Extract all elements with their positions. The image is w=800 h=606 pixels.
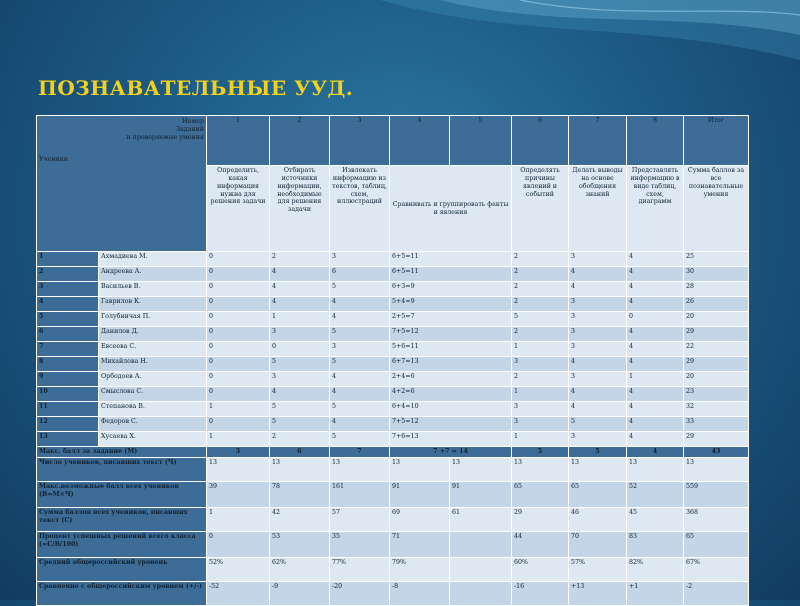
score-cell: 6+5=11	[390, 252, 512, 267]
score-cell: 3	[270, 372, 330, 387]
max-score-cell: 7 +7 = 14	[390, 447, 512, 458]
score-cell: 0	[207, 387, 270, 402]
score-cell: 4	[330, 417, 390, 432]
score-cell: 20	[684, 372, 749, 387]
task-number: Итог	[684, 116, 749, 166]
score-cell: 4	[569, 267, 627, 282]
max-score-cell: 3	[207, 447, 270, 458]
task-number: 8	[627, 116, 684, 166]
task-number: 4	[390, 116, 450, 166]
summary-cell	[450, 581, 512, 605]
task-number: 6	[512, 116, 569, 166]
student-name: Голубничая П.	[99, 312, 207, 327]
score-cell: 5	[512, 312, 569, 327]
max-score-cell: 5	[569, 447, 627, 458]
score-cell: 6+7=13	[390, 357, 512, 372]
summary-cell: 70	[569, 531, 627, 557]
summary-cell: 79%	[390, 557, 450, 581]
score-cell: 0	[207, 417, 270, 432]
score-cell: 2	[512, 297, 569, 312]
student-row	[37, 387, 749, 402]
score-cell: 0	[207, 297, 270, 312]
student-row	[37, 342, 749, 357]
score-cell: 23	[684, 387, 749, 402]
student-number: 2	[37, 267, 99, 282]
student-name: Васильев В.	[99, 282, 207, 297]
summary-cell: 161	[330, 481, 390, 507]
student-name: Степанова В.	[99, 402, 207, 417]
score-cell: 2	[512, 372, 569, 387]
summary-cell: +13	[569, 581, 627, 605]
summary-cell: 91	[450, 481, 512, 507]
skill-description: Отбирать источники информации, необходимые для решения задачи	[270, 166, 330, 252]
student-number: 6	[37, 327, 99, 342]
score-cell: 4	[627, 357, 684, 372]
score-cell: 4	[627, 282, 684, 297]
max-score-cell: 7	[330, 447, 390, 458]
score-cell: 4	[627, 252, 684, 267]
summary-cell: 65	[684, 531, 749, 557]
score-cell: 4	[627, 327, 684, 342]
score-cell: 0	[207, 267, 270, 282]
max-score-cell: 4	[627, 447, 684, 458]
score-cell: 3	[569, 432, 627, 447]
score-cell: 3	[512, 357, 569, 372]
score-cell: 0	[207, 327, 270, 342]
student-number: 1	[37, 252, 99, 267]
summary-cell: 57%	[569, 557, 627, 581]
student-row	[37, 252, 749, 267]
corner-label-2: Заданий	[176, 125, 204, 133]
summary-cell: 29	[512, 507, 569, 531]
skill-description: Определять причины явлений и событий	[512, 166, 569, 252]
skill-description: Извлекать информацию из текстов, таблиц, схем, иллюстраций	[330, 166, 390, 252]
score-cell: 2	[512, 252, 569, 267]
student-name: Андреева А.	[99, 267, 207, 282]
score-cell: 26	[684, 297, 749, 312]
score-cell: 5	[270, 357, 330, 372]
score-cell: 4	[627, 342, 684, 357]
summary-cell: -52	[207, 581, 270, 605]
student-row	[37, 267, 749, 282]
summary-cell: 52%	[207, 557, 270, 581]
summary-row	[37, 531, 749, 557]
summary-cell: -8	[390, 581, 450, 605]
score-cell: 20	[684, 312, 749, 327]
task-number: 1	[207, 116, 270, 166]
student-name: Данилов Д.	[99, 327, 207, 342]
summary-cell: 78	[270, 481, 330, 507]
score-cell: 3	[569, 297, 627, 312]
page-title: ПОЗНАВАТЕЛЬНЫЕ УУД.	[38, 76, 354, 100]
task-number: 2	[270, 116, 330, 166]
score-cell: 1	[207, 402, 270, 417]
summary-cell: 0	[207, 531, 270, 557]
summary-cell: -20	[330, 581, 390, 605]
summary-row	[37, 481, 749, 507]
student-number: 12	[37, 417, 99, 432]
score-cell: 3	[512, 402, 569, 417]
summary-cell: 60%	[512, 557, 569, 581]
summary-cell: +1	[627, 581, 684, 605]
student-row	[37, 327, 749, 342]
summary-row	[37, 557, 749, 581]
summary-label: Процент успешных решений всего класса (=С/В/100)	[37, 531, 207, 557]
score-cell: 6+5=11	[390, 267, 512, 282]
score-cell: 1	[512, 342, 569, 357]
summary-cell: -16	[512, 581, 569, 605]
score-cell: 5	[569, 417, 627, 432]
summary-row	[37, 581, 749, 605]
summary-row	[37, 457, 749, 481]
score-cell: 5	[330, 432, 390, 447]
score-cell: 22	[684, 342, 749, 357]
score-cell: 2	[512, 282, 569, 297]
summary-cell: 82%	[627, 557, 684, 581]
score-cell: 4	[330, 387, 390, 402]
summary-cell	[450, 557, 512, 581]
score-cell: 3	[569, 327, 627, 342]
max-score-cell: 5	[512, 447, 569, 458]
summary-cell: 13	[390, 457, 450, 481]
score-cell: 3	[330, 342, 390, 357]
summary-cell: 62%	[270, 557, 330, 581]
score-cell: 4	[627, 267, 684, 282]
summary-cell: 39	[207, 481, 270, 507]
summary-cell: 368	[684, 507, 749, 531]
summary-cell: 65	[569, 481, 627, 507]
student-number: 11	[37, 402, 99, 417]
score-cell: 5	[330, 402, 390, 417]
score-cell: 29	[684, 327, 749, 342]
student-number: 4	[37, 297, 99, 312]
score-cell: 3	[270, 327, 330, 342]
score-cell: 4	[270, 282, 330, 297]
student-number: 7	[37, 342, 99, 357]
score-cell: 32	[684, 402, 749, 417]
score-cell: 4	[569, 282, 627, 297]
score-cell: 30	[684, 267, 749, 282]
score-cell: 29	[684, 357, 749, 372]
score-cell: 3	[569, 372, 627, 387]
summary-cell: 67%	[684, 557, 749, 581]
summary-cell: 44	[512, 531, 569, 557]
score-cell: 6+3=9	[390, 282, 512, 297]
student-row	[37, 282, 749, 297]
summary-cell: 559	[684, 481, 749, 507]
summary-cell: -9	[270, 581, 330, 605]
summary-label: Средний общероссийский уровень	[37, 557, 207, 581]
score-cell: 5	[330, 357, 390, 372]
student-row	[37, 297, 749, 312]
student-number: 10	[37, 387, 99, 402]
score-cell: 3	[569, 312, 627, 327]
score-cell: 2+4=6	[390, 372, 512, 387]
student-name: Евсеева С.	[99, 342, 207, 357]
student-name: Гаврилов К.	[99, 297, 207, 312]
score-cell: 1	[207, 432, 270, 447]
score-cell: 3	[512, 417, 569, 432]
score-cell: 4	[627, 402, 684, 417]
summary-cell: 65	[512, 481, 569, 507]
score-cell: 0	[270, 342, 330, 357]
score-cell: 6+4=10	[390, 402, 512, 417]
score-cell: 5	[330, 327, 390, 342]
score-cell: 0	[207, 312, 270, 327]
summary-cell: 13	[207, 457, 270, 481]
score-cell: 7+5=12	[390, 417, 512, 432]
summary-cell: 13	[270, 457, 330, 481]
summary-label: Макс.возможные балл всех учеников (В=М×Ч)	[37, 481, 207, 507]
score-cell: 0	[207, 357, 270, 372]
score-cell: 1	[512, 432, 569, 447]
student-name: Смыслова С.	[99, 387, 207, 402]
skill-description: Определить, какая информация нужна для решения задачи	[207, 166, 270, 252]
score-cell: 3	[330, 252, 390, 267]
score-cell: 25	[684, 252, 749, 267]
summary-cell: 13	[330, 457, 390, 481]
summary-cell: 13	[512, 457, 569, 481]
student-number: 13	[37, 432, 99, 447]
max-score-label: Макс. балл за задание (М)	[37, 447, 207, 458]
summary-cell: 53	[270, 531, 330, 557]
summary-cell: 71	[390, 531, 450, 557]
max-score-row	[37, 447, 749, 458]
skill-description: Представлять информацию в виде таблиц, схем, диаграмм	[627, 166, 684, 252]
summary-cell: 45	[627, 507, 684, 531]
score-cell: 0	[627, 312, 684, 327]
score-cell: 1	[627, 372, 684, 387]
score-cell: 4	[330, 372, 390, 387]
summary-cell	[450, 531, 512, 557]
score-cell: 2	[270, 432, 330, 447]
task-number: 7	[569, 116, 627, 166]
score-cell: 4	[569, 402, 627, 417]
score-cell: 33	[684, 417, 749, 432]
summary-cell: 77%	[330, 557, 390, 581]
summary-cell: 91	[390, 481, 450, 507]
corner-label-3: и проверяемые умения	[126, 133, 204, 141]
summary-cell: 61	[450, 507, 512, 531]
student-name: Орбодоев А.	[99, 372, 207, 387]
summary-cell: 35	[330, 531, 390, 557]
summary-row	[37, 507, 749, 531]
student-row	[37, 432, 749, 447]
student-number: 9	[37, 372, 99, 387]
score-cell: 2	[270, 252, 330, 267]
corner-students-label: Ученики	[39, 155, 68, 163]
table-corner	[37, 116, 207, 252]
summary-cell: -2	[684, 581, 749, 605]
summary-cell: 83	[627, 531, 684, 557]
score-cell: 5	[270, 417, 330, 432]
score-cell: 5	[270, 402, 330, 417]
score-cell: 4	[569, 357, 627, 372]
score-cell: 4+2=6	[390, 387, 512, 402]
score-cell: 2	[512, 327, 569, 342]
student-name: Хусаева Х.	[99, 432, 207, 447]
score-cell: 4	[330, 312, 390, 327]
score-cell: 4	[270, 267, 330, 282]
summary-cell: 52	[627, 481, 684, 507]
summary-cell: 13	[684, 457, 749, 481]
summary-cell: 13	[627, 457, 684, 481]
student-number: 5	[37, 312, 99, 327]
skill-description: Сравнивать и группировать факты и явления	[390, 166, 512, 252]
student-number: 8	[37, 357, 99, 372]
score-cell: 1	[512, 387, 569, 402]
student-name: Михайлова Н.	[99, 357, 207, 372]
score-cell: 0	[207, 252, 270, 267]
score-cell: 0	[207, 342, 270, 357]
summary-label: Сумма баллов всех учеников, писавших текст (С)	[37, 507, 207, 531]
student-row	[37, 312, 749, 327]
corner-label-1: Номер	[182, 118, 204, 125]
score-cell: 7+6=13	[390, 432, 512, 447]
student-row	[37, 402, 749, 417]
max-score-cell: 6	[270, 447, 330, 458]
score-cell: 5+4=9	[390, 297, 512, 312]
results-table	[36, 115, 749, 606]
score-cell: 3	[569, 342, 627, 357]
task-number: 5	[450, 116, 512, 166]
score-cell: 4	[330, 297, 390, 312]
score-cell: 3	[569, 252, 627, 267]
score-cell: 4	[569, 387, 627, 402]
score-cell: 4	[270, 297, 330, 312]
score-cell: 0	[207, 282, 270, 297]
student-number: 3	[37, 282, 99, 297]
task-number: 3	[330, 116, 390, 166]
summary-label: Сравнение с общероссийским уровнем (+/-)	[37, 581, 207, 605]
student-name: Федоров С.	[99, 417, 207, 432]
student-row	[37, 417, 749, 432]
summary-cell: 69	[390, 507, 450, 531]
score-cell: 2+5=7	[390, 312, 512, 327]
score-cell: 5	[330, 282, 390, 297]
student-name: Ахмадиева М.	[99, 252, 207, 267]
max-score-cell: 43	[684, 447, 749, 458]
skill-description: Делать выводы на основе обобщения знаний	[569, 166, 627, 252]
student-row	[37, 372, 749, 387]
score-cell: 4	[627, 432, 684, 447]
score-cell: 5+6=11	[390, 342, 512, 357]
skill-description: Сумма баллов за все познавательные умения	[684, 166, 749, 252]
score-cell: 4	[627, 297, 684, 312]
score-cell: 29	[684, 432, 749, 447]
score-cell: 0	[207, 372, 270, 387]
score-cell: 4	[627, 387, 684, 402]
summary-cell: 46	[569, 507, 627, 531]
summary-cell: 42	[270, 507, 330, 531]
task-number-row	[37, 116, 749, 166]
score-cell: 4	[270, 387, 330, 402]
score-cell: 28	[684, 282, 749, 297]
summary-cell: 13	[569, 457, 627, 481]
summary-cell: 13	[450, 457, 512, 481]
score-cell: 1	[270, 312, 330, 327]
score-cell: 6	[330, 267, 390, 282]
summary-label: Число учеников, писавших текст (Ч)	[37, 457, 207, 481]
score-cell: 7+5=12	[390, 327, 512, 342]
summary-cell: 57	[330, 507, 390, 531]
student-row	[37, 357, 749, 372]
summary-cell: 1	[207, 507, 270, 531]
score-cell: 4	[627, 417, 684, 432]
score-cell: 2	[512, 267, 569, 282]
